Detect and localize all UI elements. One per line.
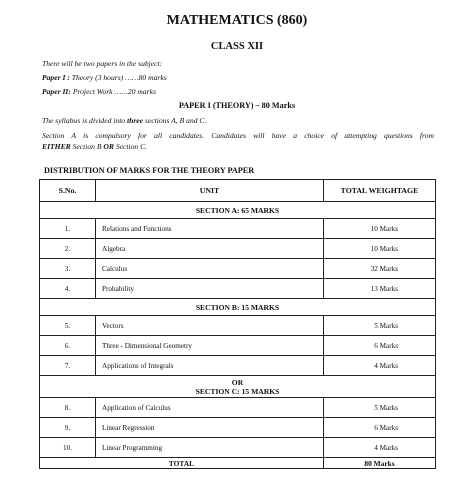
row-unit: Three - Dimensional Geometry	[96, 336, 324, 356]
row-unit: Calculus	[96, 259, 324, 279]
section-a-row	[40, 202, 436, 219]
syllabus-pre: The syllabus is divided into	[42, 116, 128, 125]
distribution-heading: DISTRIBUTION OF MARKS FOR THE THEORY PAPER	[44, 166, 255, 175]
table-header-row	[40, 180, 436, 202]
syllabus-bold: three	[127, 116, 144, 125]
paper-heading: PAPER I (THEORY) – 80 Marks	[178, 101, 296, 110]
table-row	[40, 316, 436, 336]
row-sno: 3.	[40, 259, 96, 279]
table-row	[40, 356, 436, 376]
marks-table	[39, 179, 436, 469]
row-weightage: 10 Marks	[324, 239, 436, 259]
row-sno: 6.	[40, 336, 96, 356]
table-row	[40, 239, 436, 259]
document-title: MATHEMATICS (860)	[166, 13, 308, 28]
header-unit: UNIT	[96, 180, 324, 202]
header-weightage: TOTAL WEIGHTAGE	[324, 180, 436, 202]
row-weightage: 6 Marks	[324, 336, 436, 356]
section-a-note-line2	[42, 142, 147, 151]
table-row	[40, 398, 436, 418]
section-c-word: Section C.	[113, 142, 148, 151]
section-b-row	[40, 299, 436, 316]
row-weightage: 4 Marks	[324, 356, 436, 376]
total-row	[40, 458, 436, 469]
paper1-label: Paper I :	[42, 73, 70, 82]
row-unit: Linear Regression	[96, 418, 324, 438]
row-sno: 7.	[40, 356, 96, 376]
total-label: TOTAL	[40, 458, 324, 469]
row-weightage: 5 Marks	[324, 398, 436, 418]
either-word: EITHER	[42, 142, 71, 151]
row-weightage: 6 Marks	[324, 418, 436, 438]
or-section-c-row	[40, 376, 436, 398]
total-value: 80 Marks	[324, 458, 436, 469]
row-weightage: 4 Marks	[324, 438, 436, 458]
or-section-c-heading	[40, 376, 436, 398]
row-weightage: 10 Marks	[324, 219, 436, 239]
row-sno: 5.	[40, 316, 96, 336]
paper1-text: Theory (3 hours) ……80 marks	[71, 73, 167, 82]
row-weightage: 5 Marks	[324, 316, 436, 336]
section-a-note-line1: Section A is compulsory for all candidates. Candidates will have a choice of attempting questions from	[42, 131, 434, 140]
row-unit: Vectors	[96, 316, 324, 336]
table-row	[40, 219, 436, 239]
row-unit: Algebra	[96, 239, 324, 259]
row-weightage: 32 Marks	[324, 259, 436, 279]
paper2-label: Paper II:	[42, 87, 71, 96]
section-a-heading: SECTION A: 65 MARKS	[40, 202, 436, 219]
section-c-heading: SECTION C: 15 MARKS	[195, 386, 280, 396]
section-b-word: Section B	[70, 142, 104, 151]
or-word: OR	[103, 142, 114, 151]
table-row	[40, 259, 436, 279]
table-row	[40, 279, 436, 299]
row-sno: 9.	[40, 418, 96, 438]
or-label: OR	[231, 377, 244, 387]
paper2-line	[42, 87, 156, 96]
header-sno: S.No.	[40, 180, 96, 202]
section-b-heading: SECTION B: 15 MARKS	[40, 299, 436, 316]
syllabus-post: sections A, B and C.	[143, 116, 207, 125]
row-weightage: 13 Marks	[324, 279, 436, 299]
class-heading: CLASS XII	[210, 41, 264, 52]
table-row	[40, 438, 436, 458]
table-row	[40, 336, 436, 356]
row-sno: 4.	[40, 279, 96, 299]
row-unit: Application of Calculus	[96, 398, 324, 418]
row-unit: Relations and Functions	[96, 219, 324, 239]
row-unit: Applications of Integrals	[96, 356, 324, 376]
row-sno: 8.	[40, 398, 96, 418]
syllabus-line	[42, 116, 206, 125]
intro-line: There will be two papers in the subject:	[42, 59, 163, 68]
table-row	[40, 418, 436, 438]
row-sno: 2.	[40, 239, 96, 259]
row-sno: 10.	[40, 438, 96, 458]
row-unit: Linear Programming	[96, 438, 324, 458]
paper2-text: Project Work ……20 marks	[72, 87, 156, 96]
paper1-line	[42, 73, 167, 82]
row-unit: Probability	[96, 279, 324, 299]
row-sno: 1.	[40, 219, 96, 239]
